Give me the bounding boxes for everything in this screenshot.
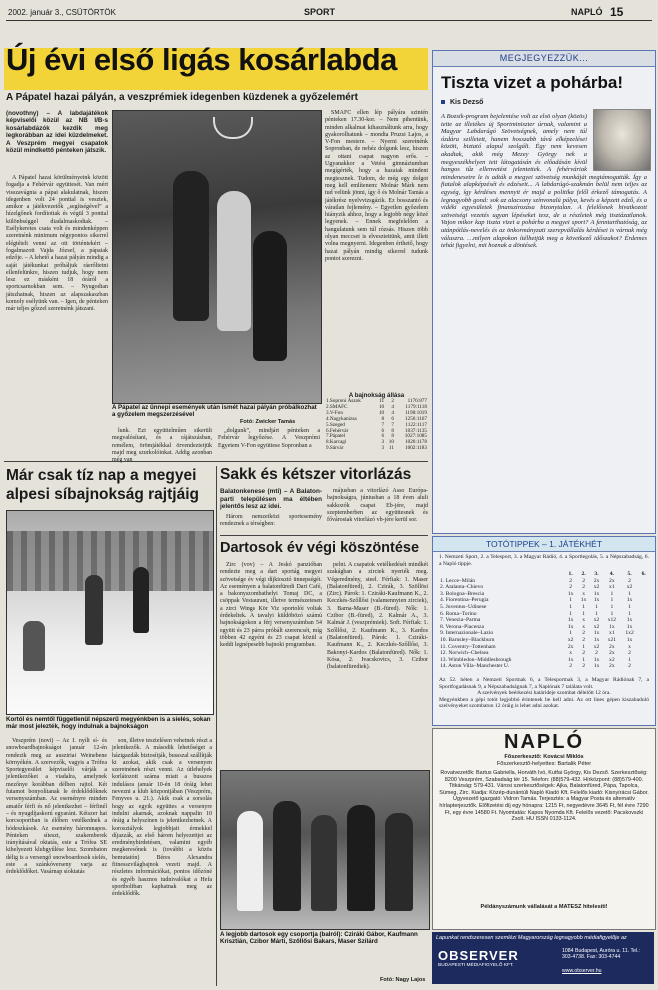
toto-cell: 2 xyxy=(628,650,631,657)
toto-cell: 1 xyxy=(610,610,614,617)
masthead-name: NAPLÓ xyxy=(504,731,584,753)
standings-cell: 6 xyxy=(381,433,385,440)
opinion-text-end: …milyen alapokon ítélhetjük meg a következő időszakot? Érdemes tehát figyelni, mit hoznak a döntések. xyxy=(441,234,647,250)
sail-col2-text: májusban a vitorlázó Asso Európa-bajnokságra, júniusban a 18 éven aluli sakkozók csapat Eb-jére, majd szeptemberben az együttesnek és fővárosiak vitorlázó vb-jére kerül sor. xyxy=(327,488,428,524)
toto-cell: 1x xyxy=(626,636,633,643)
darts-photo-credit: Fotó: Nagy Lajos xyxy=(380,977,426,983)
toto-cell: 1 xyxy=(610,590,614,597)
toto-cell: 2 xyxy=(569,584,573,591)
toto-row xyxy=(439,597,649,604)
toto-cell: 2 xyxy=(582,663,585,670)
toto-cell: x21 xyxy=(607,636,617,643)
toto-cell: 1 xyxy=(610,603,614,610)
lead-intro: (novothny) – A labdajátékok képviselői közül az NB I/B-s kosárlabdázók kezdik meg legkorábban az idei küzdelmeket. A Veszprém megyei csapatok közül mindkettő pénteken játszik. xyxy=(6,110,108,155)
toto-header-cell: 4. xyxy=(609,571,614,577)
toto-cell: 1x xyxy=(567,656,574,663)
header-date: 2002. január 3., CSÜTÖRTÖK xyxy=(8,8,116,17)
sail-col1 xyxy=(220,514,322,532)
ski-col1-text: Veszprém (novi) – Az I. nyílt sí- és snowboardbajnokságot január 12-én rendezik meg az ausztriai Weinebene környékén. A szervezők, vagyis a Trófea Sportegyesület képviselői várják a jelentkezőket a viadalra, amelynek mezőnye korábban délben rajtol. Két futamot bonyolítanak le érdeklődőknek versenyszámban. Az eseményre minden amatőr férfi és nő jelentkezhet – férfinél – és nyugdíjaskorú egyaránt. Kétszer hat korcsoportban is élőben vetélkednek a hódeszkások. Az esemény háromnapos. Pénteken síteszt, szakemberek irányításával oktatás, este a Trófea SE kihelyezett klubgyűlése lesz. Szombaton délig is a versengő snowboardosok síelés, este a szánkóverseny varja az érdeklődőket. Vasárnap síoktatás xyxy=(6,738,107,876)
toto-cell: 2. Atalanta–Chievo xyxy=(440,584,484,591)
toto-row xyxy=(439,644,649,651)
toto-cell: 1 xyxy=(569,610,573,617)
toto-cell: 1. Lecce–Milán xyxy=(440,577,476,584)
toto-cell: 2x xyxy=(609,577,615,584)
toto-cell: 1 xyxy=(595,610,598,617)
divider xyxy=(220,535,428,536)
toto-note3: Megyénkben a gépi totót legjobbó érintenek be kell adni. Az ott lines gépen kiszabaduló szelvényeket szombaton 12 óráig is lehet adni azokat. xyxy=(439,696,649,710)
toto-cell: 1x xyxy=(609,623,615,630)
toto-cell: 7. Venezia–Parma xyxy=(440,617,481,624)
toto-row xyxy=(439,604,649,611)
toto-notes xyxy=(439,677,649,723)
opinion-box xyxy=(432,50,656,534)
skier-figure xyxy=(85,575,103,645)
lead-bottom-col1 xyxy=(112,428,212,456)
standings-cell: 1.Soproni Ászok xyxy=(326,398,361,404)
page-header xyxy=(6,4,652,21)
standings-cell: 1026:1178 xyxy=(405,439,427,446)
toto-cell: 1x xyxy=(626,623,633,630)
toto-row xyxy=(439,624,649,631)
toto-cell: 1 xyxy=(628,656,631,663)
standings-cell: 6 xyxy=(391,415,394,422)
toto-cell: 2 xyxy=(582,636,585,643)
lead-bottom-col1-text: lunk. Ezt együttelműen sikerült megvalósítani, és a rájátszásban, remélem, örömjátékkal örvendeztetjük majd meg szurkolóinkat. Addig azonban xyxy=(112,428,212,456)
person-figure xyxy=(273,801,301,911)
toto-cell: 2x xyxy=(609,643,615,650)
toto-cell: 9. Internazionale–Lazio xyxy=(440,630,494,637)
toto-cell: 3. Bologna–Brescia xyxy=(440,590,485,597)
toto-cell: x2 xyxy=(593,623,600,630)
ski-col2-text: son, illetve tesztelésen vehetnek részt a jelentkezők. A második lehetőséget a házigazdák biztosítják, bussszal szállítják ki azokat, akik csak a versenyen szeretnének részt venni. Az útlehelyek korlátozott száma miatt a busszos indulásra január 10-én 18 óráig lehet nevezni a klub központjában (Veszprém, Fenyves u. 21.). Akik csak a sorsolás hogy az egyik együttes a versenyre indulni akarnak, azoknak nappalin 10 óráig a helyszínen is jelentkezhetnek. A korosztályok legjobbjait érmekkel díjazzák, az első három helyezettjei az eredményhirdetésen, valamint egyéb megkeresőnek is (további a közös bemutatón) Béres Alexandra fitnesszvilágbajnok vezeti majd. A részletes információkat, pontos időzóné és egyéb hasznos tudnivalókat a Hefa sportboltban kaphatnak meg az érdeklődők. xyxy=(112,738,212,898)
ski-photo-caption: Kortól és nemtől függetlenül népszerű megyénkben is a síelés, sokan már most jelezték, hogy indulnak a bajnokságon xyxy=(6,716,211,731)
toto-header-cell: 6. xyxy=(641,571,646,577)
toto-cell: 1x xyxy=(567,590,574,597)
toto-row xyxy=(439,637,649,644)
toto-cell: 1x xyxy=(593,597,600,604)
toto-header-row xyxy=(439,571,649,578)
toto-cell: 1 xyxy=(628,610,631,617)
toto-cell: 12. Norwich–Chelsea xyxy=(440,650,489,657)
divider xyxy=(216,466,217,986)
toto-note2: A szelvények beérkezési határideje szombat délelőtt 12 óra. xyxy=(477,690,611,697)
toto-row xyxy=(439,611,649,618)
standings-cell: 1122:1117 xyxy=(405,421,427,428)
standings-cell: 1002:1183 xyxy=(405,445,427,452)
masthead-footer: Példányszámunk vállalását a MATESZ hitelesíti! xyxy=(480,904,608,910)
divider xyxy=(4,461,428,462)
standings-cell: 6 xyxy=(381,427,385,434)
opinion-author-name: Kis Dezső xyxy=(449,99,484,106)
toto-cell: 1 xyxy=(569,597,573,604)
toto-header-cell: 5. xyxy=(627,571,632,577)
standings-cell: 7.Pápatel xyxy=(326,433,346,440)
toto-cell: x xyxy=(582,623,585,630)
player-figure xyxy=(217,191,251,331)
toto-cell: 1x xyxy=(580,597,587,604)
toto-row xyxy=(439,584,649,591)
lead-photo-caption: A Pápatel az ünnepi események után ismét hazai pályán próbálkozhat a győzelem megszerzésével xyxy=(112,404,317,419)
ski-title: Már csak tíz nap a megyei alpesi síbajnokság rajtjáig xyxy=(6,467,199,503)
standings-cell: 1037:1135 xyxy=(405,427,427,434)
toto-cell: 1x xyxy=(593,590,600,597)
toto-table xyxy=(439,571,649,670)
toto-cell: 2x xyxy=(567,643,574,650)
darts-col2 xyxy=(327,562,428,768)
basketball-photo xyxy=(112,110,322,404)
toto-cell: 2 xyxy=(582,584,585,591)
sail-lead: Balatonkenese (mti) – A Balaton-parti településen ma éltében jelentős lesz az idei. xyxy=(220,488,322,511)
standings-cell: 1198:1019 xyxy=(405,409,427,416)
toto-cell: 1x xyxy=(593,656,600,663)
toto-cell: 1 xyxy=(582,610,585,617)
standings-cell: 8.Karcagi xyxy=(326,439,347,446)
sail-title: Sakk és kétszer vitorlázás xyxy=(220,466,412,483)
toto-row xyxy=(439,578,649,585)
toto-label: TOTÓTIPPEK – 1. JÁTÉKHÉT xyxy=(433,537,655,552)
opinion-text xyxy=(441,113,647,523)
lead-bottom-col2-text: „dolgunk”, mindjárt pénteken a Fehérvár legyőzése. A Veszprémi Egyetem V-Fon együttese Sopronban a xyxy=(218,428,320,449)
ad-web[interactable]: www.observer.hu xyxy=(562,968,602,974)
darts-title: Dartosok év végi köszöntése xyxy=(220,540,420,556)
toto-cell: x2 xyxy=(567,636,574,643)
standings-box xyxy=(325,392,428,458)
person-figure xyxy=(385,813,413,911)
opinion-text-body: A Bozsik-program bejelentése volt az elsö olyan (közös) tette az illetékes új Sportminiszter úrnak, valamint a Magyar Labdarúgó Szövetségnek, amely nem túl ózdára szilletett, hanem hosszabb távú elképzelései között, biztató alapul szolgált. Égy nem kevesen akadtak, akik még Mezey György nek a megyeszékhelyen tett látogatásán és előadásán kívül hangos tűz ellenvetést jelentettek. A fehérváriak mindenesetre le is adták a megyei szövetség munkáját megtámogatták. Így a fiatalok alapképzését és edzéseit... A labdarúgó-szakmán belül nem teljes az egység, így kérdéses mennyit ér majd a politika felől érkező támogatás. A legnagyobb gond: sok az alacsony színvonalú pálya, kevés a képzett edző, és a vidéki egyesületek finanszírozása bizonytalan. A felelősnek hivatkozott szövetségi vezetés ugyan lépéseket tesz, de a részletek még tisztázatlanok. Vajon mikor kap tiszta vizet a pohárba a megyei sport? A fenntarthatóság, az utánpótlás-nevelés és az önkormányzati szerepvállalás kérdései is várnak még válaszra. xyxy=(441,113,647,242)
standings-cell: 9.Sárvár xyxy=(326,445,344,452)
toto-cell: 1 xyxy=(582,656,585,663)
toto-cell: 1 xyxy=(628,603,631,610)
masthead-staff: Rovatvezetők: Bartus Gabriella, Horváth Ivó, Kutfai György, Kis Dezső. Szerkesztőség: 8200 Veszprém, Szabadság tér 15. Telefon: (88)579-432. Hírközpont: (88)579-400. Titkárság: 579-431. Városi szerkesztőségek: Ajka, Balatonfüred, Pápa, Tapolca, Sümeg, Zirc. Kiadja: Közép-dunántúli Napló Kiadó Kft. Felelős kiadó: Kisnyírácsi Gábor. Ügyvezető igazgató: Vidron Tamás. Terjesztés: a Magyar Posta és alternatív hírlapterjesztők. Előfizetési díj egy hónapra: 1215 Ft, negyedévre 3645 Ft, fél évre 7290 Ft, egy évre 14580 Ft. Nyomtatás: Kapos Nyomda Kft. Felelős vezető: Pacskovszki Zsolt. HU ISSN 0133-1124. xyxy=(439,770,649,823)
toto-header-cell: 3. xyxy=(594,571,599,577)
toto-cell: x2 xyxy=(593,584,600,591)
toto-cell: x xyxy=(628,643,631,650)
standings-cell: 8 xyxy=(381,415,385,422)
sail-col1-text: Három nemzetközi sportesemény rendeznek a térségben: xyxy=(220,514,322,528)
ad-top-text: Lapunkat rendszeresen szemlézi Magyarország legnagyobb médiafigyelője az xyxy=(436,935,627,941)
standings-cell: 7 xyxy=(381,421,385,428)
toto-cell: 1x xyxy=(593,636,600,643)
darts-col2-text: pelni. A csapatok vetélkedését mindkét szakágban a zirciek nyerték meg. Végeredmény, steel. Férfiak: 1. Maser (Balatonfüred), 2. Czirák, 3. Szöllösi (Zirc). Párok: 1. Cziráki-Kaufmann K., 2. Keczkés-Szőllősi (valamennyien zirciek), 3. Barna-Maser (B.-füred). Nők: 1. Czibor (B.-füred), 2. Kalmár A., 3. Kalmár J. (veszprémiek). Soft. Férfiak: 1. Szőllősi, 2. Kaufmann K., 3. Kardos (Balatonfüred). Párok: 1. Cziráki-Kaufmann K., 2. Keczkés-Szőllősi, 3. Bakonyi-Kardos (Balatonfüred). Nők: 1. Kósa, 2. Ivacskovics, 3. Czibor (balatonfürediek). xyxy=(327,562,428,671)
header-section: SPORT xyxy=(304,7,336,17)
toto-cell: 10. Barnsley–Blackburn xyxy=(440,636,495,643)
author-bullet-icon xyxy=(441,100,445,104)
standings-cell: 5.Szeged xyxy=(326,421,345,428)
darts-col1-text: Zirc (vov) – A Jeskó panzióban rendezte meg a dart sportág megyei szövetsége év végi díjkiosztó ünnepségét. Az eseményen a balatonfüredi Dart Café, a bakonyszombathelyi Tomaj DC, a csöppak Vestaurant, illetve természetesen a zirci Wings Kör Viz sportolói voltak érdekeltek. A tavalyi küldöbözó számú bajnokságokon a férj versenyszámban 54 együtt és 23 párra próbált szerencsét, míg többen 42 egyéni és 23 csapat közül a keddi legnépesebb bajnoki programban. xyxy=(220,562,322,649)
toto-cell: 2 xyxy=(582,630,585,637)
toto-row xyxy=(439,663,649,670)
toto-cell: 1x xyxy=(567,623,574,630)
ski-col1 xyxy=(6,738,107,984)
toto-cell: 1 xyxy=(628,590,631,597)
person-figure xyxy=(347,805,375,911)
toto-box xyxy=(432,536,656,726)
lead-col1 xyxy=(6,175,108,453)
toto-cell: x2 xyxy=(593,643,600,650)
toto-cell: x2 xyxy=(609,656,615,663)
standings-cell: 3 xyxy=(381,439,385,446)
toto-cell: 1 xyxy=(569,630,573,637)
toto-cell: x1 xyxy=(609,630,615,637)
toto-header-cell: 1. xyxy=(568,571,573,577)
toto-cell: 8. Verona–Piacenza xyxy=(440,623,485,630)
toto-cell: 2 xyxy=(582,577,585,584)
masthead-box xyxy=(432,728,656,930)
standings-table xyxy=(325,399,428,452)
toto-cell: 2 xyxy=(569,663,573,670)
standings-cell: 3.V-Fon xyxy=(326,409,343,416)
lead-col1-text: A Pápatel hazai körülményeink között fogadja a Fehérvár együttesét. Van mért visszavágnia a pápai alakulatnak, hiszen idegenben volt 24 ponttal is vesztek, amikor a játékvezetők „segítségével” a hízelgőnek fordítottak és végül 3 ponttal különbséggel diadalmaskodtak. – Esélykeretes csata volt és mindenképpen szeretnénk minimum négypontos sikerrel elégtételt venni az ott történtekért – fogalmazott Vajda József, a pápaiak edzője. – A lehető a hazai pályán mindig a saját játékunkat próbáljuk ráerőltetni ellenfelünkre, hiszen tudjuk, hogy nem lesz ez másként 18 óráról a sportcsarnokban sem. – Nyugodtan játszhatnak, hiszen az alapszakaszban komoly esélyünk van. – Igen, de pénteken már teljes gőzzel szeretnénk játszani. xyxy=(6,175,108,313)
lead-bottom-col2 xyxy=(218,428,320,456)
header-paper: NAPLÓ xyxy=(571,7,603,17)
standings-cell: 1256:1167 xyxy=(405,415,427,422)
toto-row xyxy=(439,617,649,624)
ad-brand-sub: BUDAPESTI MÉDIAFIGYELŐ KFT. xyxy=(438,963,514,968)
toto-cell: x xyxy=(582,590,585,597)
opinion-author xyxy=(441,99,483,106)
toto-cell: 1 xyxy=(582,643,585,650)
toto-cell: x xyxy=(582,617,585,624)
ad-address: 1084 Budapest, Auróra u. 11. Tel.: 303-4738. Fax: 303-4744 xyxy=(562,948,640,961)
toto-cell: 1 xyxy=(610,597,614,604)
standings-cell: 1027:1085 xyxy=(404,433,427,440)
toto-cell: 2x xyxy=(609,663,615,670)
toto-cell: 2x xyxy=(593,577,600,584)
lead-title: Új évi első ligás kosárlabda xyxy=(6,42,397,77)
opinion-title: Tiszta vizet a pohárba! xyxy=(441,73,624,92)
masthead-chief: Főszerkesztő: Kovácsi Miklós xyxy=(504,754,584,760)
standings-cell: 4 xyxy=(391,409,394,416)
opinion-portrait-spacer xyxy=(587,113,647,173)
header-page: 15 xyxy=(610,5,624,19)
toto-cell: 2 xyxy=(595,650,598,657)
toto-cell: 2 xyxy=(569,577,573,584)
toto-cell: x1 xyxy=(609,584,615,591)
toto-cell: 14. Aston Villa–Manchester U. xyxy=(440,663,510,670)
lead-col2 xyxy=(325,110,428,392)
lead-photo-credit: Fotó: Zwicker Tamás xyxy=(240,419,296,425)
standings-cell: 1176:877 xyxy=(407,398,427,404)
toto-note1: Az 52. héten a Nemzeti Sportnak 6, a Telesportnak 3, a Magyar Rádiónak 7, a Sportfogadásnak 9, a Népszabadságnak 7, a Naplónak 7 találata volt. xyxy=(439,677,649,690)
darts-col1 xyxy=(220,562,322,768)
toto-row xyxy=(439,630,649,637)
standings-cell: 10 xyxy=(388,439,394,446)
toto-row xyxy=(439,591,649,598)
forest xyxy=(7,531,213,591)
toto-cell: x xyxy=(569,650,573,657)
standings-cell: 6.Fehérvár xyxy=(326,427,349,434)
observer-ad xyxy=(432,932,654,984)
darts-photo-caption: A legjobb dartosok egy csoportja (balról): Cziráki Gábor, Kaufmann Krisztián, Czibor Márti, Szőllősi Bakars, Maser Szilárd xyxy=(220,931,418,946)
toto-cell: 11. Coventry–Tottenham xyxy=(440,643,496,650)
lead-subtitle: A Pápatel hazai pályán, a veszprémiek idegenben küzdenek a győzelemért xyxy=(6,92,358,103)
toto-row xyxy=(439,650,649,657)
darts-photo xyxy=(220,770,430,930)
player-figure xyxy=(173,171,209,321)
toto-cell: 2 xyxy=(628,663,631,670)
toto-cell: 1x2 xyxy=(625,630,634,637)
toto-cell: 1x xyxy=(593,663,600,670)
sail-col2 xyxy=(327,488,428,532)
toto-cell: 5. Juventus–Udinese xyxy=(440,603,487,610)
toto-header-cell: 2. xyxy=(581,571,586,577)
standings-row xyxy=(325,446,428,452)
toto-cell: 1x xyxy=(593,630,600,637)
standings-title: A bajnokság állása xyxy=(348,392,405,399)
toto-cell: 1x xyxy=(626,617,633,624)
standings-cell: 10 xyxy=(378,403,385,410)
ad-brand: OBSERVER xyxy=(438,948,519,963)
standings-cell: 3 xyxy=(381,445,385,452)
toto-cell: 2x xyxy=(609,650,615,657)
standings-cell: 1179:1118 xyxy=(405,403,427,410)
toto-cell: 1 xyxy=(569,603,573,610)
standings-cell: 2 xyxy=(391,398,394,404)
standings-cell: 8 xyxy=(391,433,394,440)
opinion-label: MEGJEGYEZZÜK... xyxy=(433,51,655,67)
standings-cell: 7 xyxy=(391,421,394,428)
toto-cell: x2 xyxy=(626,584,633,591)
toto-cell: 6. Roma–Torino xyxy=(440,610,477,617)
toto-cell: 1 xyxy=(595,603,598,610)
toto-cell: 2 xyxy=(582,650,585,657)
toto-row xyxy=(439,657,649,664)
player-figure xyxy=(253,231,287,361)
toto-header-cell xyxy=(439,571,564,578)
standings-cell: 11 xyxy=(379,398,385,404)
toto-cell: 1x xyxy=(567,617,574,624)
skier-figure xyxy=(133,567,149,633)
standings-cell: 10 xyxy=(378,409,385,416)
masthead-deputy: Főszerkesztő-helyettes: Bartalik Péter xyxy=(496,761,592,767)
basketball-hoop xyxy=(213,117,253,139)
standings-cell: 4 xyxy=(391,403,394,410)
standings-cell: 8 xyxy=(391,427,394,434)
standings-cell: 4.Nagykanizsa xyxy=(326,415,357,422)
toto-intro: 1. Nemzeti Sport, 2. a Telesport, 3. a Magyar Rádió, 4. a Sportlegolás, 5. a Népszabadság, 6. a Napló tippje. xyxy=(439,554,649,567)
toto-table-wrap xyxy=(439,571,649,670)
person-figure xyxy=(237,811,263,911)
standings-cell: 2.SMAFC xyxy=(326,403,348,410)
toto-cell: x12 xyxy=(607,617,617,624)
toto-cell: 2 xyxy=(628,577,631,584)
toto-cell: 1 xyxy=(582,603,585,610)
standings-cell: 11 xyxy=(388,445,394,452)
toto-cell: x2 xyxy=(593,617,600,624)
toto-cell: 1x xyxy=(626,597,633,604)
toto-cell: 13. Wimbledon–Middlesbrough xyxy=(440,656,512,663)
skier-figure xyxy=(23,621,45,671)
toto-cell: 4. Fiorentina–Perugia xyxy=(440,597,489,604)
ski-col2 xyxy=(112,738,212,984)
ski-photo xyxy=(6,510,214,715)
ad-logo xyxy=(438,948,558,974)
person-figure xyxy=(311,815,337,911)
lead-col2-text: SMAFC ellen lép pályára szintén pénteken 17.30-kor. – Nem pihentünk, minden alkalmat kihasználtunk arra, hogy gyakorolhatunk – mondta Pruzsi Lajos, a V-Fon mestere. – Nyerni szeretnénk Sopronban, de nehéz dolgunk lesz, hiszen az ottani csapat nagyon erős. – Ugyanakkor a Vetési gimnáziumban megígérték, hogy a hazaiak mindent megtesznek. Tudom, de még egy dolgot meg kell említenem: Molnár Márk nem tud velünk jönni, így ő és Molnár Tamás a játékrész nyelvvizsgázik. Ez bosszantó és váratlan fejlemény. – Egyetlen győzelem hiányzik ahhoz, hogy a legjobb négy közé legyenek. – Ennek megfelelően a hangulatunk sem túl rózsás. Hiszen több olyan meccset is elvesztettünk, amit illett volna megnyerni. Idegenben érthető, hogy hazai pályán mindig sikerrel tudunk pontot szerezni. xyxy=(325,110,428,262)
